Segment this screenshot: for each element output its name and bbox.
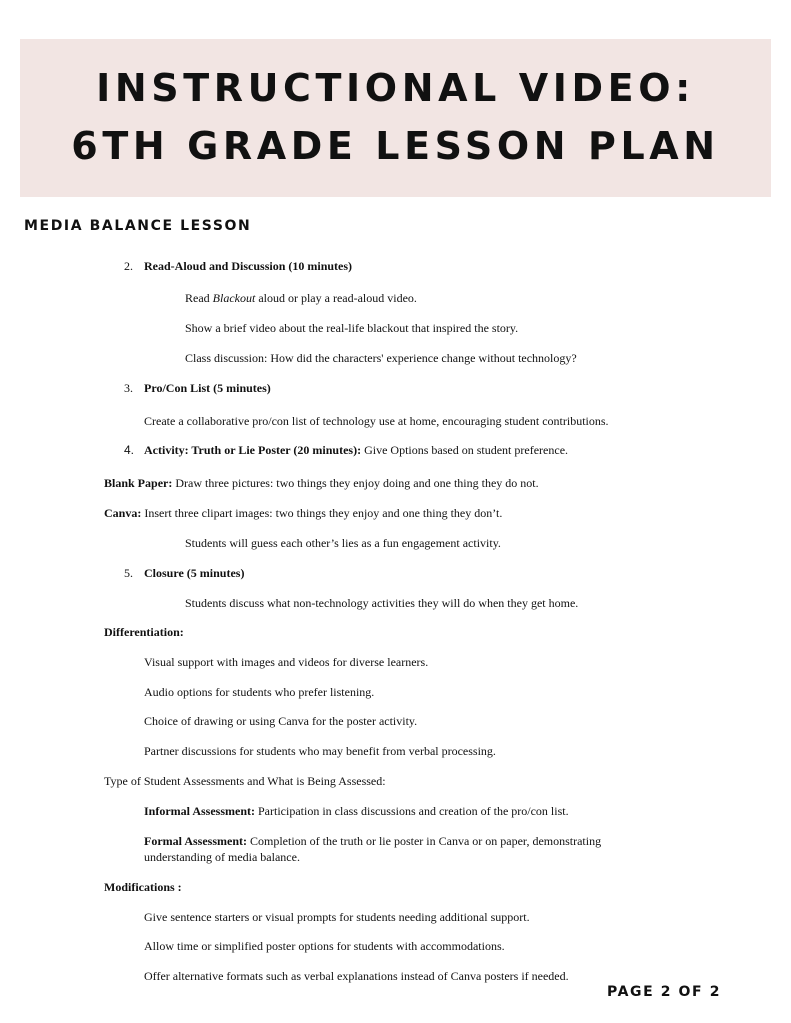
step-4-number: 4. — [124, 443, 135, 457]
differentiation-item: Choice of drawing or using Canva for the poster activity. — [144, 714, 418, 728]
differentiation-heading: Differentiation: — [104, 625, 184, 639]
page-title-line-1: INSTRUCTIONAL VIDEO: — [96, 66, 695, 110]
step-3-title: Pro/Con List (5 minutes) — [144, 381, 271, 395]
step-2-title: Read-Aloud and Discussion (10 minutes) — [144, 259, 353, 273]
option-canva — [104, 505, 502, 521]
step-4-title: Activity: Truth or Lie Poster (20 minutes): — [144, 443, 362, 457]
modification-item: Give sentence starters or visual prompts for students needing additional support. — [144, 910, 530, 924]
option-blank-paper — [104, 475, 539, 491]
step-5-body: Students discuss what non-technology activities they will do when they get home. — [185, 596, 579, 610]
formal-text-line-1: Completion of the truth or lie poster in Canva or on paper, demonstrating — [246, 834, 602, 848]
formal-text-line-2: understanding of media balance. — [144, 850, 300, 864]
step-3-body: Create a collaborative pro/con list of technology use at home, encouraging student contributions. — [144, 414, 609, 428]
step-2-number: 2. — [124, 259, 133, 273]
option-blank-text: Draw three pictures: two things they enjoy doing and one thing they do not. — [172, 476, 539, 490]
modifications-heading: Modifications : — [104, 880, 182, 894]
read-suffix: aloud or play a read-aloud video. — [255, 291, 417, 305]
book-title: Blackout — [212, 291, 256, 305]
option-canva-text: Insert three clipart images: two things they enjoy and one thing they don’t. — [141, 506, 503, 520]
option-blank-label: Blank Paper: — [104, 476, 173, 490]
differentiation-item: Audio options for students who prefer listening. — [144, 685, 375, 699]
step-2-video: Show a brief video about the real-life blackout that inspired the story. — [185, 321, 519, 335]
differentiation-item: Partner discussions for students who may benefit from verbal processing. — [144, 744, 496, 758]
step-4-line — [144, 442, 568, 458]
option-canva-label: Canva: — [104, 506, 142, 520]
informal-text: Participation in class discussions and creation of the pro/con list. — [255, 804, 569, 818]
step-2-read-line — [185, 290, 417, 306]
step-3-number: 3. — [124, 381, 133, 395]
page-number: PAGE 2 OF 2 — [607, 984, 722, 1000]
modification-item: Allow time or simplified poster options for students with accommodations. — [144, 939, 505, 953]
section-heading: MEDIA BALANCE LESSON — [24, 218, 252, 234]
informal-assessment — [144, 803, 569, 819]
differentiation-item: Visual support with images and videos for diverse learners. — [144, 655, 429, 669]
step-5-number: 5. — [124, 566, 133, 580]
formal-label: Formal Assessment: — [144, 834, 247, 848]
page-title-line-2: 6TH GRADE LESSON PLAN — [71, 124, 720, 168]
option-guess: Students will guess each other’s lies as a fun engagement activity. — [185, 536, 501, 550]
assessments-heading: Type of Student Assessments and What is Being Assessed: — [104, 774, 386, 788]
informal-label: Informal Assessment: — [144, 804, 255, 818]
step-2-discussion: Class discussion: How did the characters' experience change without technology? — [185, 351, 577, 365]
read-prefix: Read — [185, 291, 213, 305]
step-4-tail: Give Options based on student preference. — [361, 443, 569, 457]
step-5-title: Closure (5 minutes) — [144, 566, 245, 580]
modification-item: Offer alternative formats such as verbal explanations instead of Canva posters if needed. — [144, 969, 569, 983]
formal-assessment — [144, 833, 601, 849]
title-banner — [20, 39, 771, 197]
